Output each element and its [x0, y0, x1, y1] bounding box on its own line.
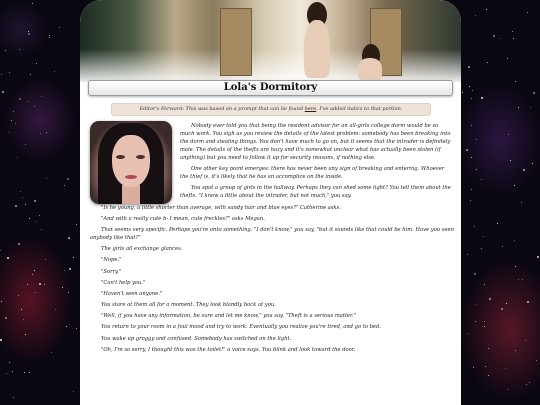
star — [515, 266, 516, 267]
star — [34, 270, 35, 271]
star — [476, 304, 477, 305]
star — [467, 254, 468, 255]
star — [73, 257, 74, 258]
star — [9, 132, 10, 133]
star — [32, 274, 33, 275]
star — [34, 106, 35, 107]
star — [502, 246, 503, 247]
star — [25, 144, 26, 145]
story-paragraph: You stare at them all for a moment. They look blandly back at you. — [101, 302, 276, 309]
star — [470, 200, 471, 201]
star — [25, 334, 26, 335]
star — [493, 35, 495, 37]
story-paragraph: Nobody ever told you that being the resident advisor for an all-girls college dorm would be so much work. You sigh as you review the details of the latest problem: somebody has been breaking into the dorm and stealing things. You don't have much to go on, but it seems that the intruder is definitely male. The details of the thefts are hazy and it's somewhat unclear what has actually been stolen (if anything) but you need to follow it up for security reasons, if nothing else. — [180, 123, 451, 161]
figure-silhouette — [358, 58, 382, 80]
foreword-link[interactable]: here — [304, 106, 317, 112]
star — [501, 308, 503, 310]
star — [507, 58, 508, 59]
star — [36, 63, 37, 64]
star — [15, 205, 17, 207]
story-paragraph: One other key point emerges: there has never been any sign of breaking and entering. Whoever the thief is, it's likely that he has an accomplice on the inside. — [180, 166, 445, 181]
star — [29, 372, 30, 373]
star — [483, 236, 484, 237]
star — [529, 382, 530, 383]
star — [6, 373, 7, 374]
story-paragraph: "Can't help you." — [101, 279, 146, 286]
star — [41, 96, 42, 97]
story-paragraph: The girls all exchange glances. — [101, 246, 183, 253]
star — [471, 125, 472, 126]
star — [505, 368, 506, 369]
star — [28, 31, 29, 32]
star — [62, 287, 63, 288]
star — [20, 191, 21, 192]
story-paragraph: You wake up groggy and confused. Somebody has switched on the light. — [101, 335, 292, 342]
star — [497, 223, 498, 224]
star — [49, 35, 50, 36]
star — [533, 92, 535, 94]
star — [515, 81, 516, 82]
star — [485, 366, 486, 367]
door-shape — [220, 8, 252, 76]
star — [474, 273, 476, 275]
star — [475, 321, 476, 322]
star — [488, 375, 489, 376]
story-paragraph: "Is he young, a little shorter than average, with sandy hair and blue eyes?" Catherine asks. — [101, 204, 341, 211]
star — [484, 284, 485, 285]
star — [40, 133, 41, 134]
star — [49, 37, 50, 38]
star — [19, 49, 20, 50]
star — [35, 292, 36, 293]
story-paragraph: "Oh, I'm so sorry, I thought this was the toilet!" a voice says. You blink and look toward the door. — [101, 346, 356, 353]
star — [471, 189, 472, 190]
star — [18, 295, 19, 296]
star — [486, 9, 487, 10]
star — [18, 243, 20, 245]
star — [76, 224, 77, 225]
star — [7, 257, 9, 259]
star — [508, 134, 509, 135]
star — [536, 360, 537, 361]
star — [5, 50, 6, 51]
star — [487, 62, 488, 63]
star — [0, 339, 2, 341]
story-paragraph: "Nope." — [101, 257, 122, 264]
star — [46, 132, 47, 133]
star — [34, 200, 36, 202]
star — [471, 157, 472, 158]
star — [510, 160, 511, 161]
star — [9, 72, 10, 73]
star — [514, 185, 515, 186]
star — [526, 384, 527, 385]
star — [21, 309, 22, 310]
star — [507, 389, 508, 390]
star — [527, 12, 528, 13]
star — [15, 123, 16, 124]
star — [27, 284, 28, 285]
star — [2, 91, 4, 93]
star — [468, 333, 469, 334]
star — [471, 98, 472, 99]
star — [532, 163, 533, 164]
star — [523, 169, 525, 171]
content-panel — [80, 0, 461, 405]
star — [468, 66, 470, 68]
star — [68, 292, 69, 293]
star — [45, 259, 46, 260]
star — [537, 256, 539, 258]
star — [54, 71, 55, 72]
star — [19, 98, 21, 100]
story-paragraph: That seems very specific. Perhaps you're onto something. "I don't know," you say, "but it sounds like that could be him. Have you seen anybody like that?" — [90, 226, 454, 241]
star — [515, 350, 516, 351]
star — [521, 202, 522, 203]
star — [0, 250, 1, 251]
star — [476, 139, 477, 140]
star — [76, 328, 77, 329]
story-paragraph: "Well, if you have any information, be sure and let me know," you say. "Theft is a serious matter." — [101, 313, 357, 320]
star — [51, 352, 52, 353]
star — [28, 33, 30, 35]
page-title: Lola's Dormitory — [88, 80, 453, 96]
star — [44, 284, 45, 285]
star — [29, 218, 30, 219]
star — [30, 74, 31, 75]
star — [13, 397, 14, 398]
star — [472, 90, 473, 91]
star — [11, 120, 12, 121]
star — [484, 321, 485, 322]
star — [512, 31, 513, 32]
star — [530, 107, 531, 108]
star — [522, 279, 523, 280]
star — [41, 229, 42, 230]
star — [475, 15, 476, 16]
star — [525, 340, 526, 341]
header-banner-image — [80, 0, 461, 82]
star — [499, 38, 500, 39]
star — [474, 226, 475, 227]
star — [13, 111, 14, 112]
figure-silhouette — [304, 20, 330, 78]
star — [9, 362, 10, 363]
star — [59, 27, 60, 28]
star — [5, 317, 7, 319]
star — [64, 185, 65, 186]
story-paragraph: "And with a really cute b- I mean, cute freckles?" asks Megan. — [101, 215, 265, 222]
star — [25, 204, 26, 205]
star — [68, 237, 70, 239]
star — [481, 97, 483, 99]
star — [513, 38, 514, 39]
star — [469, 86, 470, 87]
star — [518, 279, 519, 280]
star — [481, 248, 482, 249]
star — [39, 215, 40, 216]
star — [17, 157, 18, 158]
star — [22, 197, 23, 198]
star — [506, 303, 507, 304]
foreword-text: Editor's Forward: This was based on a prompt that can be found — [139, 106, 305, 112]
star — [489, 298, 491, 300]
star — [73, 391, 74, 392]
star — [462, 92, 463, 93]
star — [488, 348, 489, 349]
star — [481, 179, 482, 180]
star — [55, 309, 56, 310]
story-paragraph: You spot a group of girls in the hallway. Perhaps they can shed some light? You tell them about the thefts. "I know a little about the intruder, but not much," you say. — [180, 185, 451, 200]
story-paragraph: "Sorry." — [101, 268, 122, 275]
star — [69, 268, 71, 270]
star — [67, 178, 69, 180]
star — [23, 319, 24, 320]
star — [24, 372, 25, 373]
star — [514, 240, 515, 241]
story-text — [90, 122, 454, 357]
star — [518, 107, 519, 108]
star — [466, 149, 468, 151]
star — [46, 178, 47, 179]
star — [35, 221, 36, 222]
star — [527, 301, 529, 303]
star — [1, 301, 2, 302]
star — [484, 326, 485, 327]
star — [39, 283, 41, 285]
star — [476, 169, 477, 170]
story-paragraph: "Haven't seen anyone." — [101, 290, 163, 297]
star — [66, 326, 67, 327]
foreword-text-end: . I've added italics to that portion. — [316, 106, 403, 112]
star — [12, 371, 13, 372]
star — [473, 367, 474, 368]
star — [32, 3, 33, 4]
star — [28, 101, 29, 102]
story-paragraph: You return to your room in a foul mood and try to work. Eventually you realize you're tired, and go to bed. — [101, 324, 381, 331]
star — [1, 74, 2, 75]
star — [64, 270, 65, 271]
editor-foreword — [111, 103, 431, 116]
